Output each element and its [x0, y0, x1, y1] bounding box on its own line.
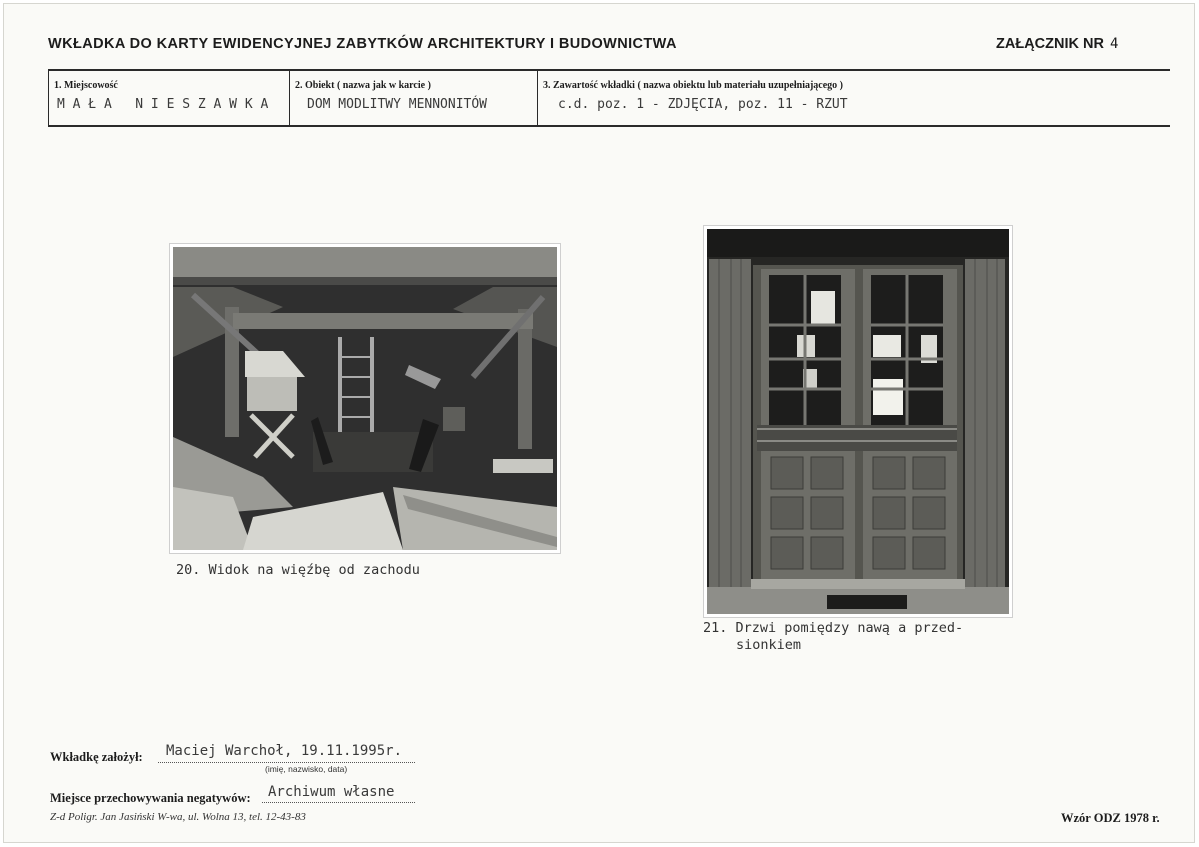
roof-truss-image	[173, 247, 557, 550]
printer-imprint: Z-d Poligr. Jan Jasiński W-wa, ul. Wolna 13, tel. 12-43-83	[50, 811, 306, 823]
field-divider-1	[289, 69, 290, 127]
template-reference: Wzór ODZ 1978 r.	[1061, 811, 1160, 825]
photo-20-caption: 20. Widok na więźbę od zachodu	[176, 562, 420, 578]
photo-double-door	[703, 225, 1013, 618]
negatives-storage-dotted-line	[262, 802, 415, 803]
attachment-label: ZAŁĄCZNIK NR	[996, 36, 1104, 52]
card-title: WKŁADKA DO KARTY EWIDENCYJNEJ ZABYTKÓW ARCHITEKTURY I BUDOWNICTWA	[48, 36, 677, 52]
field-locality-label: 1. Miejscowość	[54, 80, 118, 91]
photo-21-caption-line1: 21. Drzwi pomiędzy nawą a przed-	[703, 620, 964, 636]
field-locality-value: M A Ł A N I E S Z A W K A	[57, 97, 269, 112]
field-divider-left	[48, 69, 49, 127]
negatives-storage-label: Miejsce przechowywania negatywów:	[50, 791, 251, 805]
field-object-label: 2. Obiekt ( nazwa jak w karcie )	[295, 80, 431, 91]
created-by-hint: (imię, nazwisko, data)	[265, 764, 348, 774]
field-content-value: c.d. poz. 1 - ZDJĘCIA, poz. 11 - RZUT	[558, 97, 848, 112]
field-content-label: 3. Zawartość wkładki ( nazwa obiektu lub materiału uzupełniającego )	[543, 80, 844, 91]
created-by-label: Wkładkę założył:	[50, 750, 143, 764]
negatives-storage-value: Archiwum własne	[268, 784, 395, 800]
double-door-image	[707, 229, 1009, 614]
attachment-number: 4	[1109, 36, 1119, 52]
created-by-dotted-line	[158, 762, 415, 763]
header-bottom-rule	[48, 125, 1170, 127]
created-by-value: Maciej Warchoł, 19.11.1995r.	[166, 743, 403, 759]
header-top-rule	[48, 69, 1170, 71]
field-divider-2	[537, 69, 538, 127]
photo-roof-truss	[169, 243, 561, 554]
field-object-value: DOM MODLITWY MENNONITÓW	[307, 97, 488, 112]
photo-21-caption-line2: sionkiem	[736, 637, 802, 653]
attachment-heading	[996, 36, 1118, 52]
